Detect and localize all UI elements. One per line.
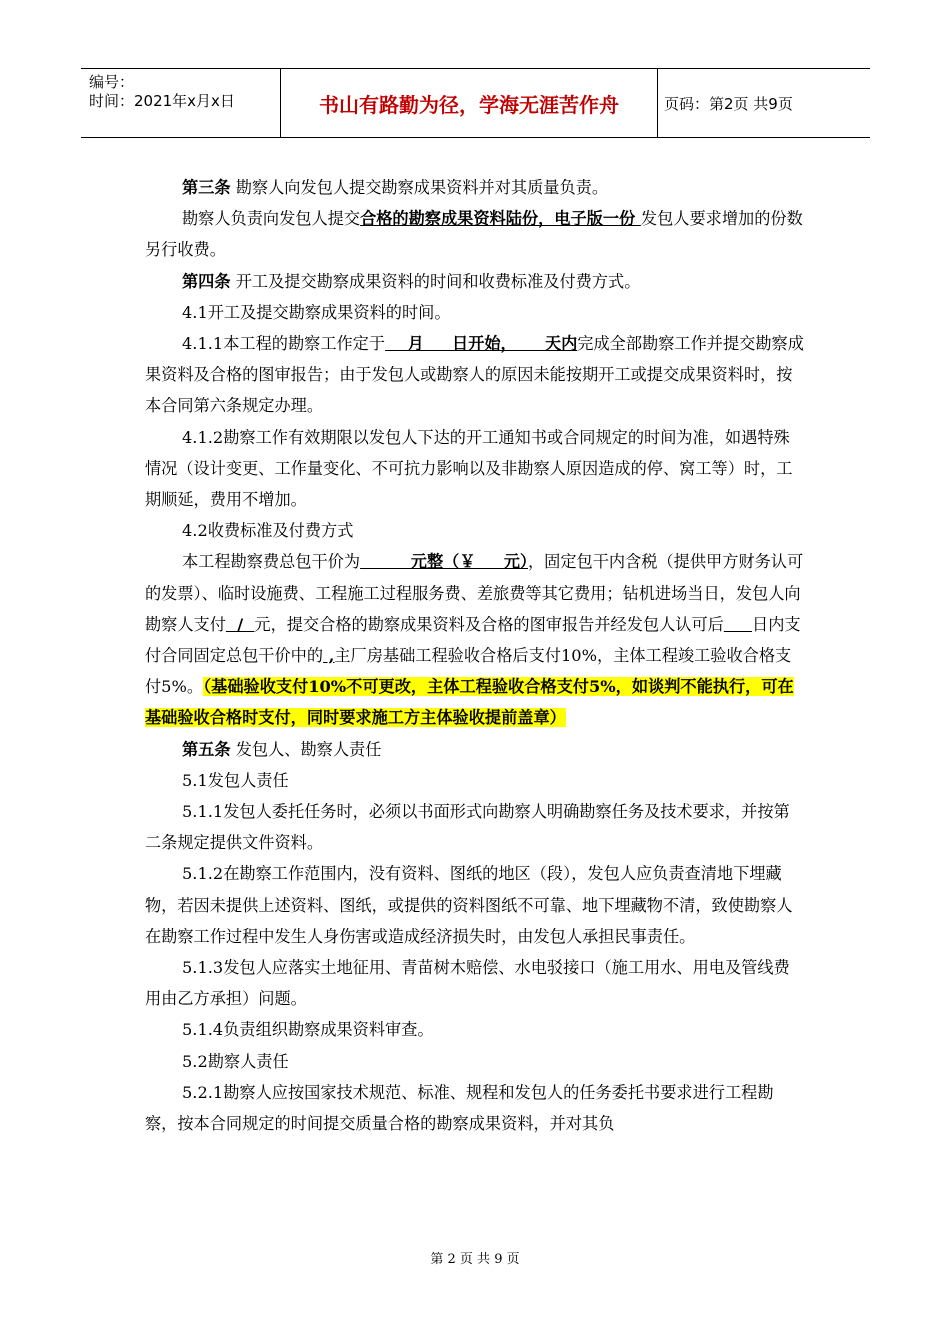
article-3: 第三条 勘察人向发包人提交勘察成果资料并对其质量负责。 bbox=[182, 178, 609, 197]
section-4-1-2: 4.1.2勘察工作有效期限以发包人下达的开工通知书或合同规定的时间为准，如遇特殊情况（设计变更、工作量变化、不可抗力影响以及非勘察人原因造成的停、窝工等）时，工期顺延，费用不增加。 bbox=[145, 427, 793, 510]
section-5-2: 5.2勘察人责任 bbox=[182, 1051, 289, 1071]
time-label: 时间：2021年x月x日 bbox=[89, 92, 235, 110]
section-4-1-1: 4.1.1本工程的勘察工作定于 月 日开始， 天内完成全部勘察工作并提交勘察成果资料及合格的图审报告；由于发包人或勘察人的原因未能按期开工或提交成果资料时，按本合同第六条规定办理。 bbox=[145, 334, 804, 416]
article-3-heading: 第三条 bbox=[182, 178, 231, 197]
number-label: 编号： bbox=[89, 73, 135, 91]
paragraph-deliverables: 勘察人负责向发包人提交合格的勘察成果资料陆份，电子版一份 发包人要求增加的份数另行收费。 bbox=[145, 209, 803, 260]
fee-paragraph: 本工程勘察费总包干价为 元整（￥ 元），固定包干内含税（提供甲方财务认可的发票）、临时设施费、工程施工过程服务费、差旅费等其它费用；钻机进场当日，发包人向勘察人支付 / 元，提交合格的勘察成果资料及合格的图审报告并经发包人认可后 日内支付合同固定总包干价中的 ,主厂房基础工程验收合格后支付10%，主体工程竣工验收合格支付5%。（基础验收支付10%不可更改，主体工程验收合格支付5%，如谈判不能执行，可在基础验收合格时支付，同时要求施工方主体验收提前盖章） bbox=[145, 552, 804, 728]
section-5-1-1: 5.1.1发包人委托任务时，必须以书面形式向勘察人明确勘察任务及技术要求，并按第二条规定提供文件资料。 bbox=[145, 802, 790, 853]
article-5: 第五条 发包人、勘察人责任 bbox=[182, 739, 382, 759]
header-meta bbox=[81, 69, 281, 137]
document-body bbox=[145, 172, 805, 1139]
header-page-info: 页码：第2页 共9页 bbox=[664, 94, 793, 113]
section-5-1-2: 5.1.2在勘察工作范围内，没有资料、图纸的地区（段），发包人应负责查清地下埋藏物，若因未提供上述资料、图纸，或提供的资料图纸不可靠、地下埋藏物不清，致使勘察人在勘察工作过程中发生人身伤害或造成经济损失时，由发包人承担民事责任。 bbox=[145, 864, 793, 946]
section-4-2: 4.2收费标准及付费方式 bbox=[182, 521, 354, 541]
highlighted-note: （基础验收支付10%不可更改，主体工程验收合格支付5%，如谈判不能执行，可在基础验收合格时支付，同时要求施工方主体验收提前盖章） bbox=[145, 677, 794, 728]
page-footer: 第 2 页 共 9 页 bbox=[430, 1252, 520, 1267]
article-5-heading: 第五条 bbox=[182, 739, 231, 759]
section-5-1-3: 5.1.3发包人应落实土地征用、青苗树木赔偿、水电驳接口（施工用水、用电及管线费用由乙方承担）问题。 bbox=[145, 958, 790, 1009]
section-4-1: 4.1开工及提交勘察成果资料的时间。 bbox=[182, 302, 451, 322]
article-4-heading: 第四条 bbox=[182, 271, 231, 291]
article-4: 第四条 开工及提交勘察成果资料的时间和收费标准及付费方式。 bbox=[182, 271, 641, 291]
section-5-1-4: 5.1.4负责组织勘察成果资料审查。 bbox=[182, 1020, 434, 1040]
header-motto: 书山有路勤为径，学海无涯苦作舟 bbox=[281, 69, 658, 137]
page-header bbox=[81, 68, 870, 138]
section-5-1: 5.1发包人责任 bbox=[182, 770, 289, 790]
section-5-2-1: 5.2.1勘察人应按国家技术规范、标准、规程和发包人的任务委托书要求进行工程勘察，按本合同规定的时间提交质量合格的勘察成果资料，并对其负 bbox=[145, 1082, 774, 1134]
